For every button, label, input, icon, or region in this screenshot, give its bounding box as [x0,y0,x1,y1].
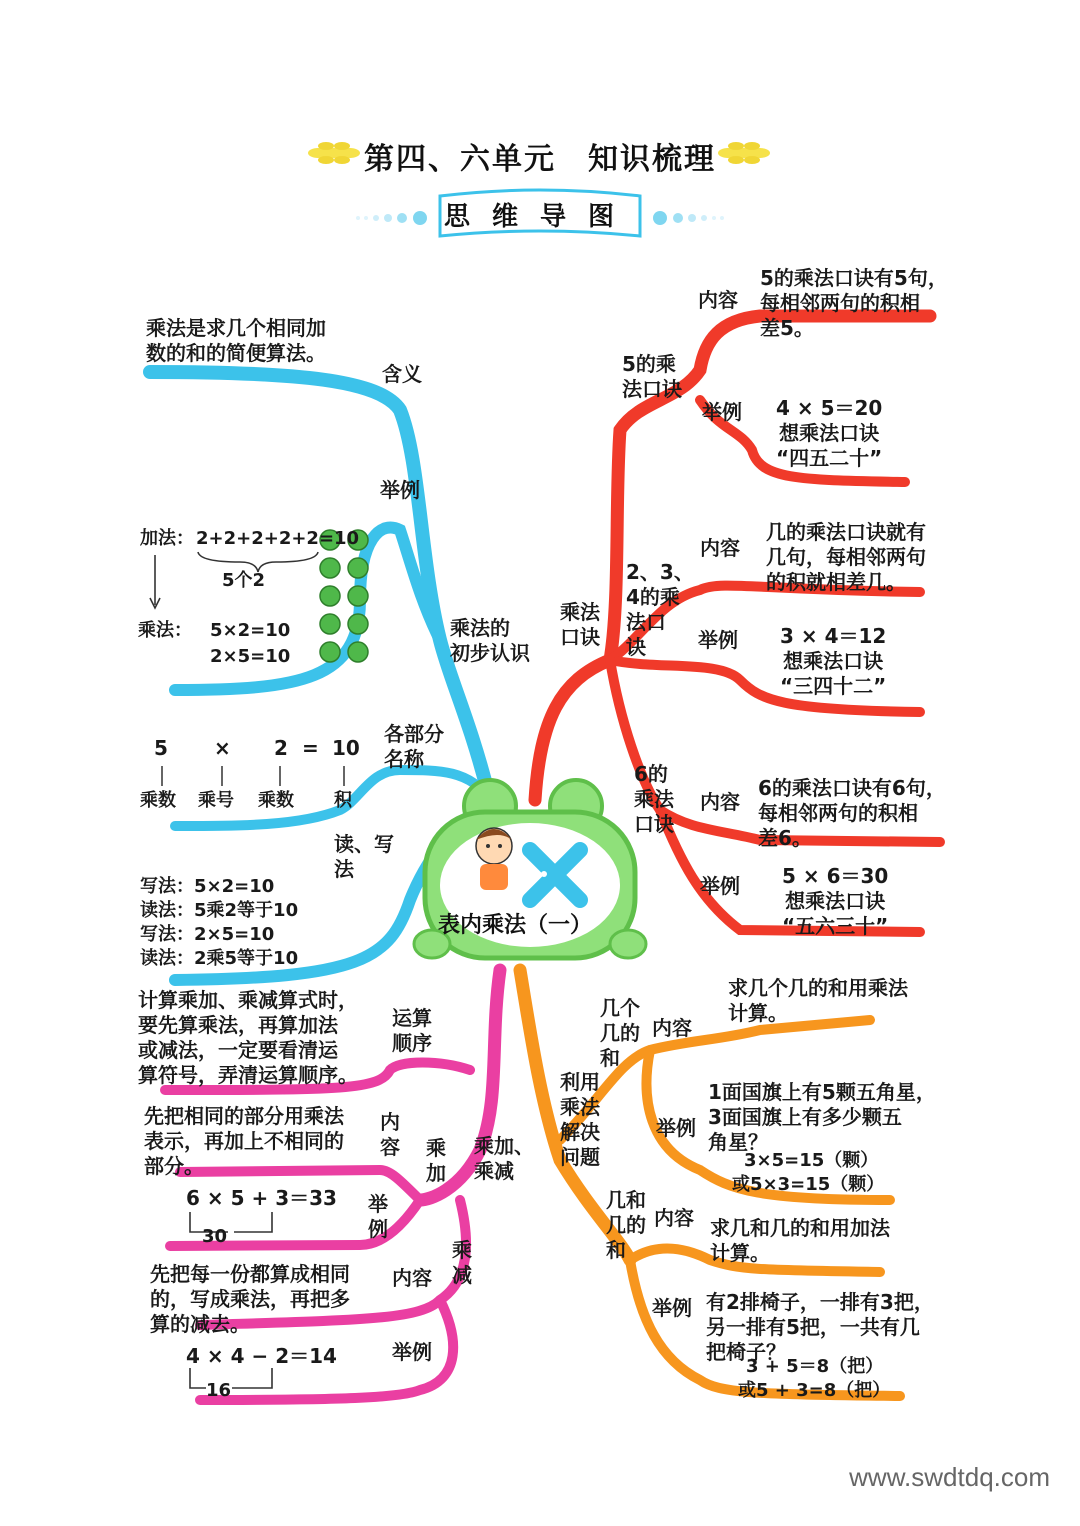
label-six-example: 举例 [700,874,740,898]
parts-equals-sign: = [302,736,319,760]
example-mul-equation-1: 5×2=10 [210,620,291,641]
parts-product: 10 [332,736,360,760]
label-sum-diff: 几和 几的 和 [606,1188,646,1262]
example-add-equation: 2+2+2+2+2=10 [196,528,360,549]
label-meaning: 含义 [382,362,422,386]
label-sum-diff-example: 举例 [652,1296,692,1320]
rw-line-4: 读法：2乘5等于10 [140,948,299,969]
parts-factor-1: 5 [154,736,168,760]
mul-sub-subtotal: 16 [206,1380,232,1401]
boy-illustration [476,828,512,890]
label-five-example: 举例 [702,400,742,424]
text-five-example: 4 × 5＝20 想乘法口诀 “四五二十” [776,396,883,470]
branch-mul-add-sub: 乘加、 乘减 [474,1134,534,1183]
label-order: 运算 顺序 [392,1006,432,1055]
parts-name-product: 积 [334,790,352,811]
branch-solve-problems: 利用 乘法 解决 问题 [560,1070,600,1169]
text-n-content: 几的乘法口诀就有 几句，每相邻两句 的积就相差几。 [766,520,926,594]
parts-times-sign: × [214,736,231,760]
text-sum-diff-example: 有2排椅子，一排有3把， 另一排有5把，一共有几 把椅子？ [706,1290,934,1364]
parts-factor-2: 2 [274,736,288,760]
label-sum-same-content: 内容 [652,1016,692,1040]
text-sum-same-example: 1面国旗上有5颗五角星， 3面国旗上有多少颗五 角星？ [708,1080,936,1154]
sum-diff-answer-1: 3 + 5＝8（把） [746,1356,884,1377]
mul-sub-equation: 4 × 4 − 2＝14 [186,1344,337,1368]
label-sum-same: 几个 几的 和 [600,996,640,1070]
rw-line-3: 写法：2×5=10 [140,924,275,945]
label-six-content: 内容 [700,790,740,814]
label-sum-same-example: 举例 [656,1116,696,1140]
page-subtitle: 思维导图 [443,202,636,232]
text-meaning: 乘法是求几个相同加 数的和的简便算法。 [146,316,326,365]
parts-name-times: 乘号 [198,790,234,811]
text-sum-same-content: 求几个几的和用乘法 计算。 [728,976,908,1025]
label-mul-add-example: 举 例 [368,1192,388,1241]
label-example: 举例 [380,478,420,502]
label-mul-add-content: 内 容 [380,1110,400,1159]
example-mul-equation-2: 2×5=10 [210,646,291,667]
mul-add-equation: 6 × 5 + 3＝33 [186,1186,337,1210]
label-n-content: 内容 [700,536,740,560]
mul-add-subtotal: 30 [202,1226,228,1247]
text-n-example: 3 × 4＝12 想乘法口诀 “三四十二” [780,624,887,698]
text-mul-sub-content: 先把每一份都算成相同 的，写成乘法，再把多 算的减去。 [150,1262,350,1336]
label-mul-add: 乘 加 [426,1136,446,1185]
label-read-write: 读、写 法 [334,832,394,881]
label-mul-sub: 乘 减 [452,1238,472,1287]
label-part-names: 各部分 名称 [384,722,444,771]
label-five-table: 5的乘 法口诀 [622,352,682,401]
text-mul-add-content: 先把相同的部分用乘法 表示，再加上不相同的 部分。 [144,1104,344,1178]
rw-line-1: 写法：5×2=10 [140,876,275,897]
text-five-content: 5的乘法口诀有5句， 每相邻两句的积相 差5。 [760,266,948,340]
rw-line-2: 读法：5乘2等于10 [140,900,299,921]
label-sum-diff-content: 内容 [654,1206,694,1230]
text-sum-diff-content: 求几和几的和用加法 计算。 [710,1216,890,1265]
text-six-content: 6的乘法口诀有6句， 每相邻两句的积相 差6。 [758,776,946,850]
center-topic: 表内乘法（一） [438,913,593,938]
label-n-table: 2、3、 4的乘 法口 诀 [626,560,694,659]
watermark: www.swdtdq.com [849,1462,1050,1492]
text-six-example: 5 × 6＝30 想乘法口诀 “五六三十” [782,864,889,938]
label-mul-sub-content: 内容 [392,1266,432,1290]
page-title: 第四、六单元 知识梳理 [364,142,716,177]
branch-initial-understanding: 乘法的 初步认识 [450,616,530,665]
parts-name-factor-2: 乘数 [258,790,294,811]
sum-same-answer-2: 或5×3=15（颗） [732,1174,885,1195]
example-add-label: 加法： [140,528,194,549]
example-count: 5个2 [222,570,266,591]
parts-name-factor-1: 乘数 [140,790,176,811]
branch-multiplication-table: 乘法 口诀 [560,600,600,649]
parts-connectors [162,766,344,786]
label-six-table: 6的 乘法 口诀 [634,762,674,836]
sum-diff-answer-2: 或5 + 3=8（把） [738,1380,891,1401]
text-order: 计算乘加、乘减算式时， 要先算乘法，再算加法 或减法，一定要看清运 算符号，弄清运算顺序。 [138,988,358,1087]
label-n-example: 举例 [698,628,738,652]
sum-same-answer-1: 3×5=15（颗） [744,1150,879,1171]
label-five-content: 内容 [698,288,738,312]
example-mul-label: 乘法： [138,620,192,641]
label-mul-sub-example: 举例 [392,1340,432,1364]
